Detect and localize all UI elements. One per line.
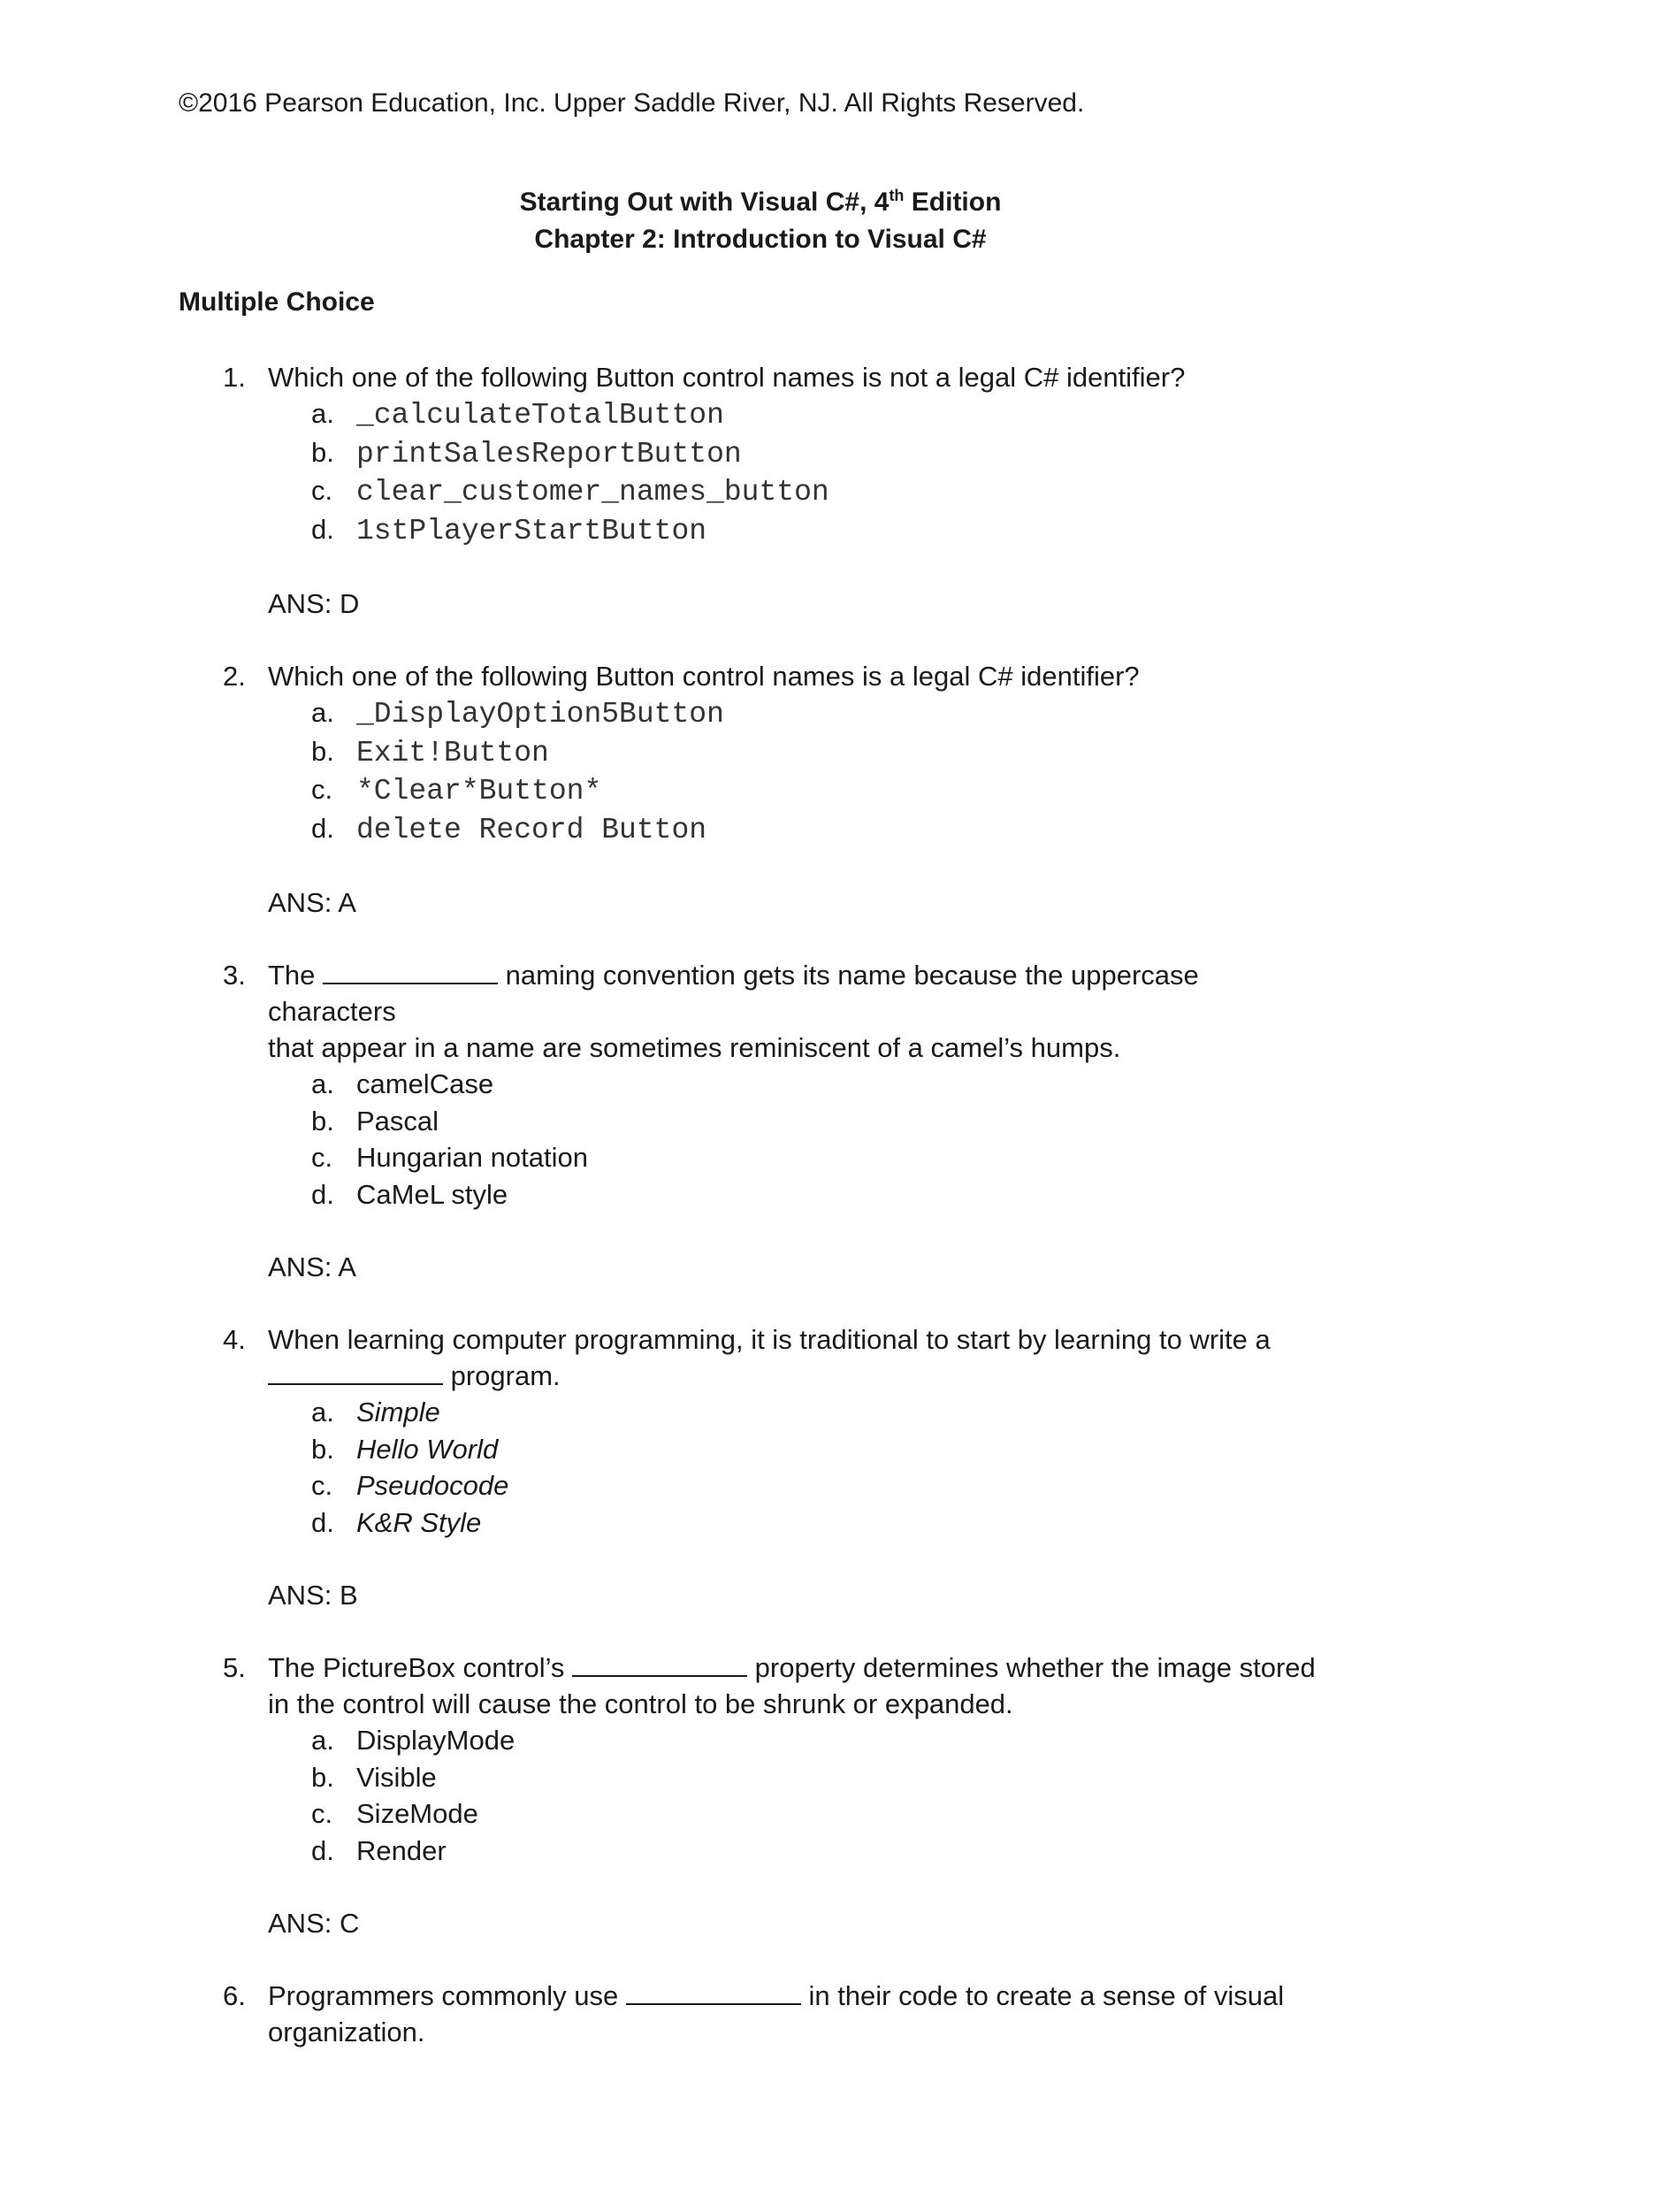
title-line-2: Chapter 2: Introduction to Visual C# [534, 225, 987, 254]
question-number: 1. [223, 362, 246, 393]
option-b: b. Visible [311, 1761, 437, 1793]
option-d: d. 1stPlayerStartButton [311, 513, 707, 547]
option-list [0, 1066, 1680, 1213]
question-number: 3. [223, 960, 246, 991]
question-2 [0, 658, 1680, 921]
fill-in-blank [268, 1360, 443, 1385]
option-c: c. Hungarian notation [311, 1142, 588, 1173]
answer: ANS: A [268, 887, 356, 918]
option-a: a. Simple [311, 1397, 440, 1427]
document-title [0, 177, 1521, 258]
option-a: a. _DisplayOption5Button [311, 697, 724, 731]
option-b: b. Exit!Button [311, 735, 549, 769]
question-number: 6. [223, 1980, 246, 2011]
option-b: b. Hello World [311, 1433, 499, 1465]
question-1 [0, 359, 1680, 622]
option-d: d. Render [311, 1834, 447, 1866]
fill-in-blank [572, 1652, 747, 1677]
question-list [0, 359, 1680, 2050]
answer: ANS: A [268, 1251, 356, 1282]
option-c: c. clear_customer_names_button [311, 475, 829, 509]
option-c: c. SizeMode [311, 1798, 478, 1829]
question-number: 2. [223, 661, 246, 692]
answer: ANS: D [268, 588, 360, 619]
option-a: a. _calculateTotalButton [311, 398, 724, 432]
question-number: 4. [223, 1324, 246, 1355]
question-text: Which one of the following Button control names is a legal C# identifier? [268, 661, 1140, 692]
copyright-notice: ©2016 Pearson Education, Inc. Upper Saddle River, NJ. All Rights Reserved. [179, 88, 1085, 118]
option-a: a. DisplayMode [311, 1725, 515, 1756]
option-a: a. camelCase [311, 1068, 494, 1099]
option-list [0, 1722, 1680, 1869]
question-3: 3. The naming convention gets its name because the uppercase characters that appear in a name are sometimes reminiscent of a camel’s humps. a. camelCase b. Pascal c. Hungarian notation d. CaMeL style ANS: A [0, 957, 1680, 1285]
fill-in-blank [626, 1980, 801, 2005]
answer: ANS: C [268, 1908, 360, 1939]
option-list [0, 1394, 1680, 1541]
option-c: c. Pseudocode [311, 1470, 509, 1501]
option-d: d. delete Record Button [311, 812, 707, 846]
option-d: d. CaMeL style [311, 1178, 508, 1210]
option-b: b. Pascal [311, 1105, 439, 1137]
question-text: Which one of the following Button control names is not a legal C# identifier? [268, 362, 1186, 393]
option-list [0, 694, 1680, 848]
section-heading: Multiple Choice [179, 287, 375, 317]
title-line-1: Starting Out with Visual C#, 4th Edition [519, 187, 1002, 217]
option-list [0, 395, 1680, 549]
option-d: d. K&R Style [311, 1506, 482, 1538]
option-c: c. *Clear*Button* [311, 774, 602, 807]
question-number: 5. [223, 1652, 246, 1683]
fill-in-blank [323, 960, 498, 984]
option-b: b. printSalesReportButton [311, 436, 742, 471]
question-6: 6. Programmers commonly use in their code to create a sense of visual organization. [0, 1978, 1680, 2050]
answer: ANS: B [268, 1580, 358, 1611]
question-4: 4. When learning computer programming, it is traditional to start by learning to write a program. a. Simple b. Hello World c. Pseudocode d. K&R Style ANS: B [0, 1321, 1680, 1613]
question-5: 5. The PictureBox control’s property determines whether the image stored in the control will cause the control to be shrunk or expanded. a. DisplayMode b. Visible c. SizeMode d. Render ANS: C [0, 1649, 1680, 1941]
